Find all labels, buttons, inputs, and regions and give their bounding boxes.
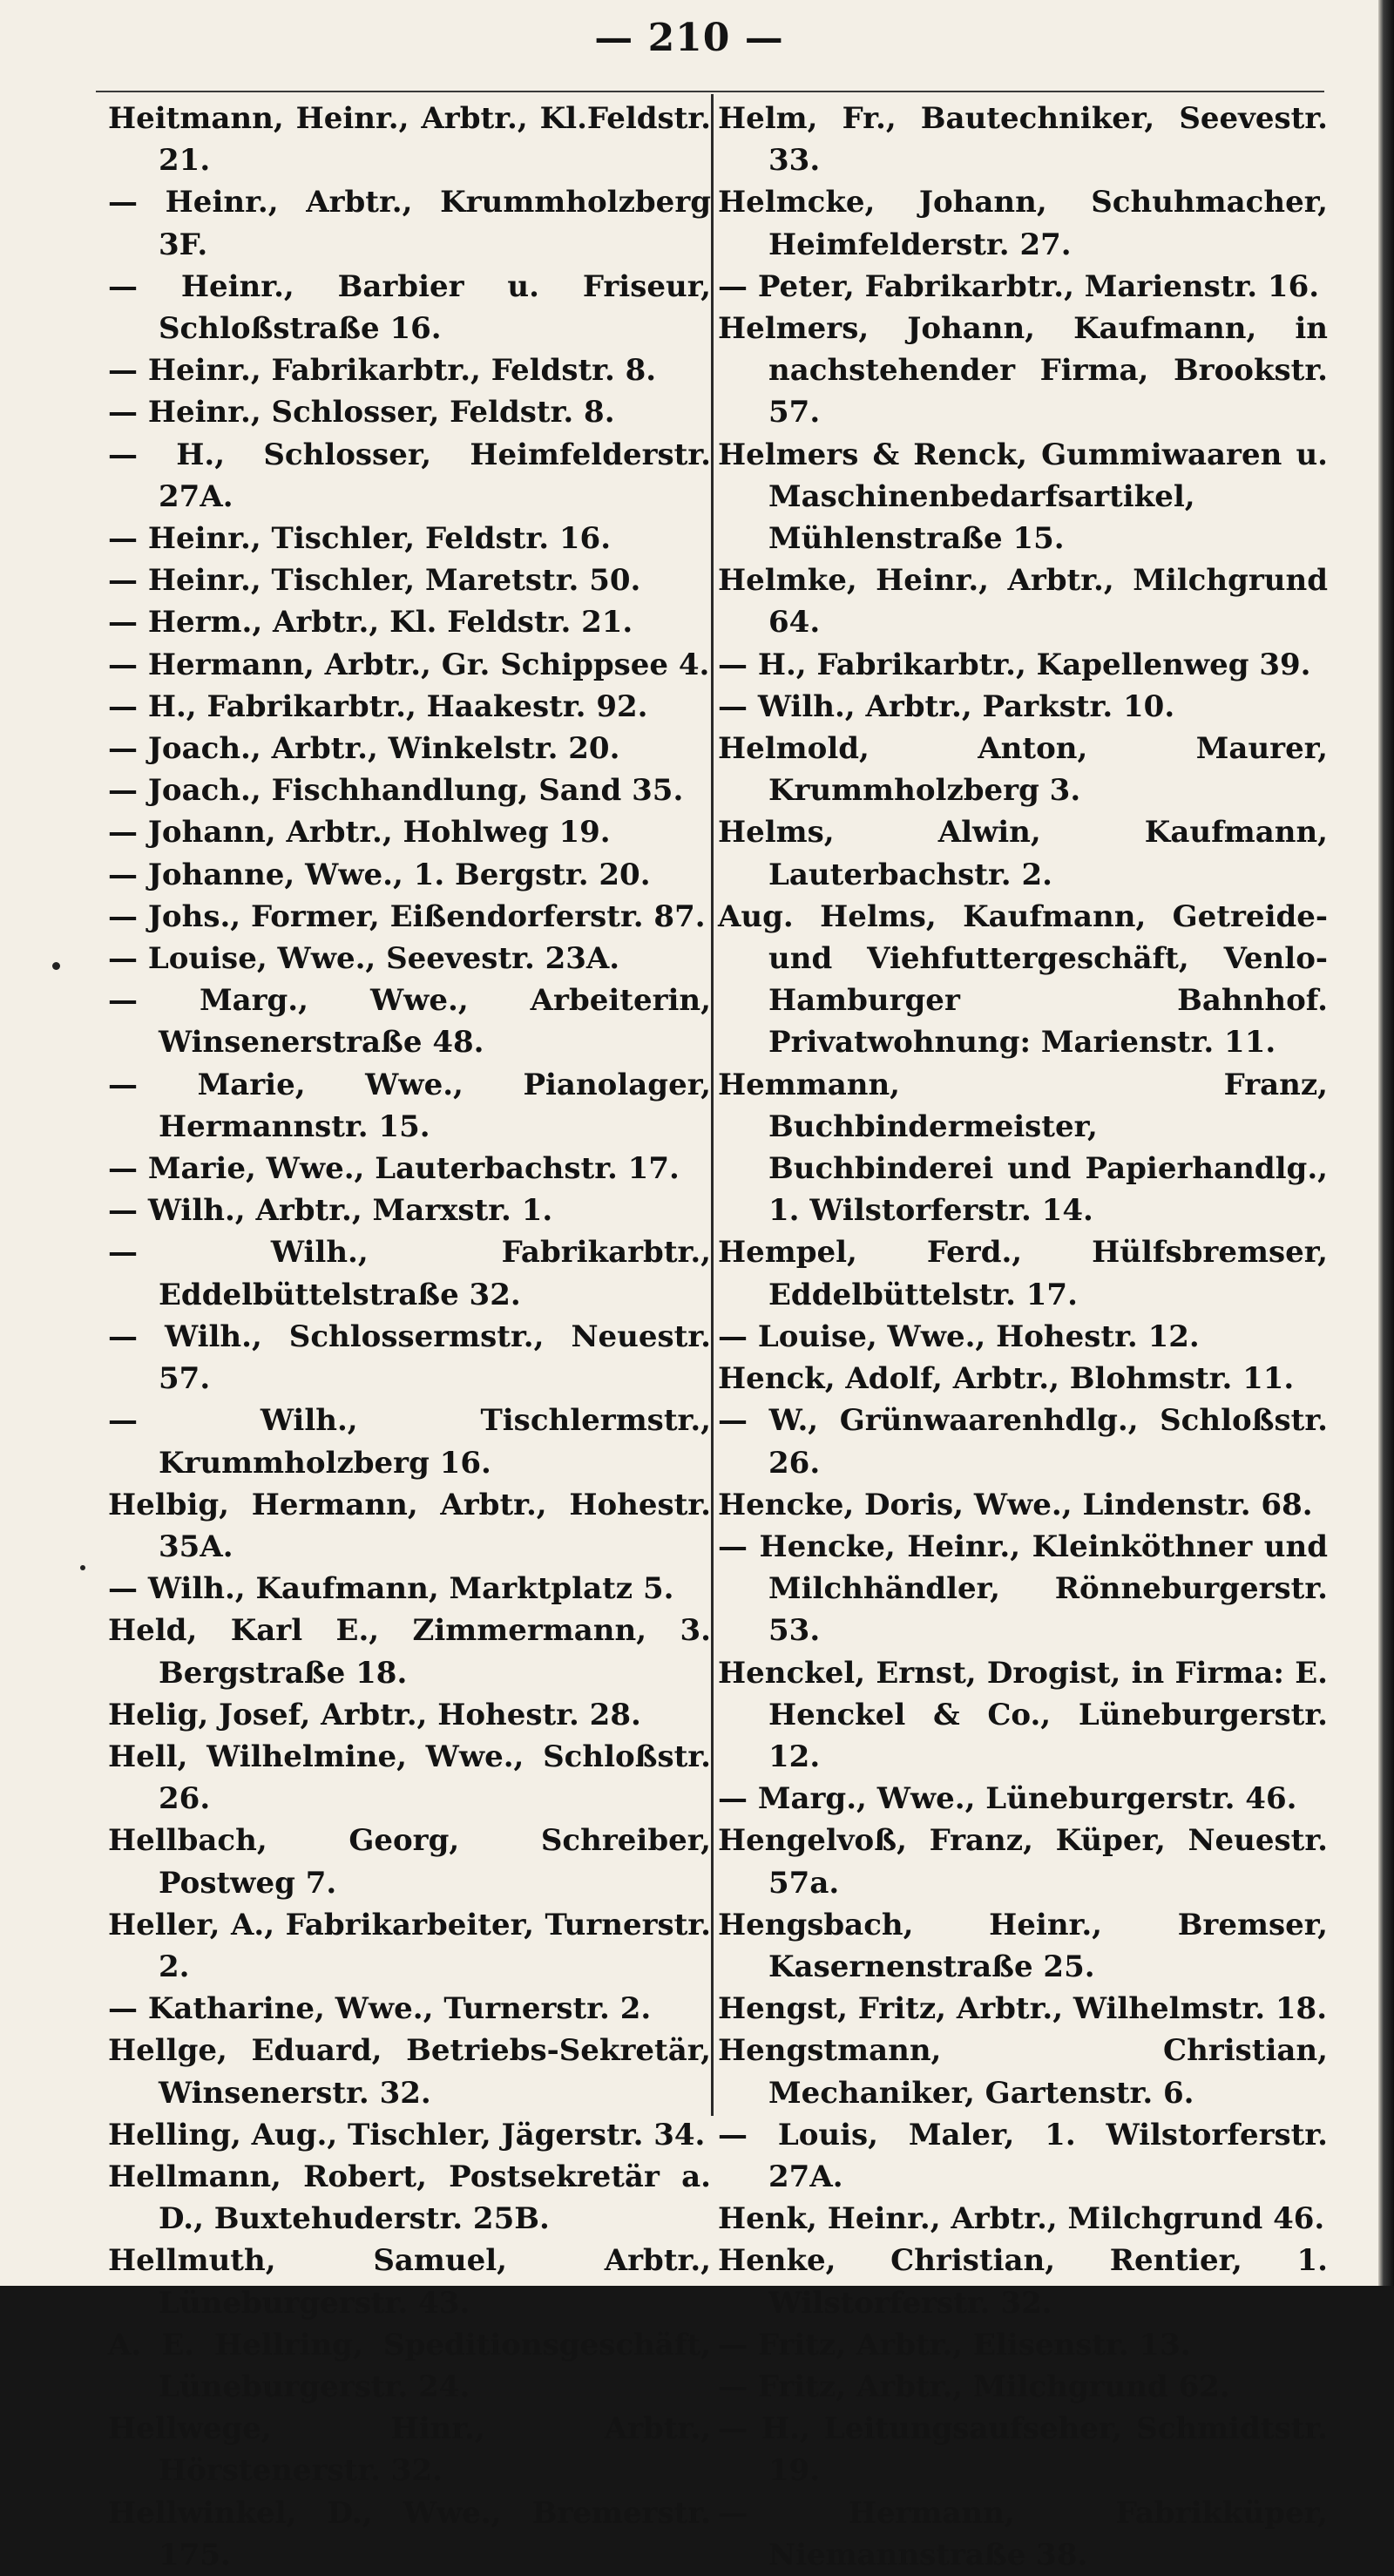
directory-entry: Helmers, Johann, Kaufmann, in nachstehender Firma, Brookstr. 57. xyxy=(718,311,1328,430)
directory-entry: Helmers & Renck, Gummiwaaren u. Maschinenbedarfsartikel, Mühlenstraße 15. xyxy=(718,437,1328,557)
directory-entry: Helmold, Anton, Maurer, Krummholzberg 3. xyxy=(718,731,1328,809)
directory-entry: — Wilh., Fabrikarbtr., Eddelbüttelstraße 32. xyxy=(108,1235,711,1312)
header-rule xyxy=(96,91,1324,92)
right-column xyxy=(718,98,1328,2576)
directory-entry: — H., Fabrikarbtr., Kapellenweg 39. xyxy=(718,647,1311,682)
directory-entry: — Heinr., Tischler, Feldstr. 16. xyxy=(108,521,612,557)
directory-entry: — Marg., Wwe., Lüneburgerstr. 46. xyxy=(718,1781,1297,1817)
directory-entry: Held, Karl E., Zimmermann, 3. Bergstraße 18. xyxy=(108,1613,711,1691)
directory-entry: — H., Fabrikarbtr., Haakestr. 92. xyxy=(108,688,648,724)
directory-entry: — Heinr., Barbier u. Friseur, Schloßstraße 16. xyxy=(108,268,711,347)
directory-entry: — Wilh., Kaufmann, Marktplatz 5. xyxy=(108,1571,674,1607)
directory-entry: Hellmann, Robert, Postsekretär a. D., Buxtehuderstr. 25B. xyxy=(108,2159,711,2237)
directory-entry: Helbig, Hermann, Arbtr., Hohestr. 35A. xyxy=(108,1487,711,1564)
directory-entry: — Joach., Fischhandlung, Sand 35. xyxy=(108,773,684,809)
directory-entry: — W., Grünwaarenhdlg., Schloßstr. 26. xyxy=(718,1403,1328,1481)
directory-entry: Heitmann, Heinr., Arbtr., Kl.Feldstr. 21. xyxy=(108,101,711,179)
directory-entry: — Johanne, Wwe., 1. Bergstr. 20. xyxy=(108,857,651,892)
directory-entry: — Marie, Wwe., Lauterbachstr. 17. xyxy=(108,1151,680,1187)
directory-entry: Hellge, Eduard, Betriebs-Sekretär, Winsenerstr. 32. xyxy=(108,2033,711,2111)
margin-mark xyxy=(52,962,60,970)
directory-entry: Hengelvoß, Franz, Küper, Neuestr. 57a. xyxy=(718,1823,1328,1901)
directory-entry: — Fritz, Arbtr., Elisenstr. 13. xyxy=(718,2327,1191,2362)
directory-entry: — H., Schlosser, Heimfelderstr. 27A. xyxy=(108,437,711,514)
directory-entry: — Heinr., Schlosser, Feldstr. 8. xyxy=(108,395,615,430)
directory-entry: Helig, Josef, Arbtr., Hohestr. 28. xyxy=(108,1697,641,1732)
directory-entry: — Johs., Former, Eißendorferstr. 87. xyxy=(108,898,706,934)
directory-entry: Henckel, Ernst, Drogist, in Firma: E. Henckel & Co., Lüneburgerstr. 12. xyxy=(718,1655,1328,1774)
directory-entry: — Fritz, Arbtr., Milchgrund 62. xyxy=(718,2369,1230,2404)
directory-entry: — Heinr., Fabrikarbtr., Feldstr. 8. xyxy=(108,353,657,389)
directory-entry: Hellmuth, Samuel, Arbtr., Lüneburgerstr. 43. xyxy=(108,2243,711,2321)
directory-entry: Hemmann, Franz, Buchbindermeister, Buchbinderei und Papierhandlg., 1. Wilstorferstr. 14. xyxy=(718,1067,1328,1229)
directory-entry: A. E. Hellring, Speditionsgeschäft, Lüneburgerstr. 24. xyxy=(108,2327,711,2404)
directory-entry: Hengstmann, Christian, Mechaniker, Gartenstr. 6. xyxy=(718,2033,1328,2111)
directory-entry: Aug. Helms, Kaufmann, Getreide- und Viehfuttergeschäft, Venlo-Hamburger Bahnhof. Privatwohnung: Marienstr. 11. xyxy=(718,898,1328,1061)
directory-entry: — Peter, Fabrikarbtr., Marienstr. 16. xyxy=(718,268,1320,304)
directory-entry: — Hermann, Arbtr., Gr. Schippsee 4. xyxy=(108,647,710,682)
column-divider xyxy=(711,94,714,2116)
directory-entry: — Johann, Arbtr., Hohlweg 19. xyxy=(108,815,611,851)
directory-entry: Hencke, Doris, Wwe., Lindenstr. 68. xyxy=(718,1487,1313,1522)
directory-entry: — Hermann, Fabrikküper, Niemannstraße 38. xyxy=(718,2495,1328,2573)
directory-entry: Hell, Wilhelmine, Wwe., Schloßstr. 26. xyxy=(108,1739,711,1817)
directory-entry: — Wilh., Schlossermstr., Neuestr. 57. xyxy=(108,1319,711,1397)
directory-entry: Heller, A., Fabrikarbeiter, Turnerstr. 2. xyxy=(108,1907,711,1984)
directory-entry: — Marie, Wwe., Pianolager, Hermannstr. 15. xyxy=(108,1067,711,1144)
directory-entry: — Hencke, Heinr., Kleinköthner und Milchhändler, Rönneburgerstr. 53. xyxy=(718,1529,1328,1649)
directory-entry: — Heinr., Arbtr., Krummholzberg 3F. xyxy=(108,185,711,262)
directory-entry: Hellbach, Georg, Schreiber, Postweg 7. xyxy=(108,1823,711,1901)
directory-entry: — Wilh., Arbtr., Parkstr. 10. xyxy=(718,688,1175,724)
directory-entry: Helms, Alwin, Kaufmann, Lauterbachstr. 2. xyxy=(718,815,1328,892)
directory-entry: — Heinr., Tischler, Maretstr. 50. xyxy=(108,563,641,599)
margin-mark xyxy=(80,1565,85,1570)
directory-entry: Hengsbach, Heinr., Bremser, Kasernenstraße 25. xyxy=(718,1907,1328,1984)
directory-entry: — Marg., Wwe., Arbeiterin, Winsenerstraße 48. xyxy=(108,983,711,1061)
page-number: — 210 — xyxy=(594,16,784,60)
directory-entry: Hellwege, Hinr., Arbtr., Hörstenerstr. 32. xyxy=(108,2411,711,2489)
directory-entry: Hellwinkel, D., Wwe., Bremerstr. 175. xyxy=(108,2495,711,2573)
directory-entry: — Herm., Arbtr., Kl. Feldstr. 21. xyxy=(108,605,633,641)
directory-entry: — Wilh., Arbtr., Marxstr. 1. xyxy=(108,1193,553,1229)
left-column xyxy=(108,98,711,2576)
directory-entry: — Louise, Wwe., Hohestr. 12. xyxy=(718,1319,1200,1354)
directory-entry: — Wilh., Tischlermstr., Krummholzberg 16. xyxy=(108,1403,711,1481)
directory-entry: — Katharine, Wwe., Turnerstr. 2. xyxy=(108,1991,652,2027)
directory-entry: Helling, Aug., Tischler, Jägerstr. 34. xyxy=(108,2117,706,2152)
directory-entry: — Louise, Wwe., Seevestr. 23A. xyxy=(108,941,620,977)
directory-entry: — Joach., Arbtr., Winkelstr. 20. xyxy=(108,731,620,767)
directory-entry: Henck, Adolf, Arbtr., Blohmstr. 11. xyxy=(718,1361,1295,1397)
directory-entry: Henk, Heinr., Arbtr., Milchgrund 46. xyxy=(718,2201,1325,2237)
directory-entry: Helmke, Heinr., Arbtr., Milchgrund 64. xyxy=(718,563,1328,641)
directory-entry: Helmcke, Johann, Schuhmacher, Heimfelderstr. 27. xyxy=(718,185,1328,262)
directory-entry: Hengst, Fritz, Arbtr., Wilhelmstr. 18. xyxy=(718,1991,1328,2027)
directory-entry: — Louis, Maler, 1. Wilstorferstr. 27A. xyxy=(718,2117,1328,2194)
page-edge xyxy=(1378,0,1394,2286)
directory-entry: Henke, Christian, Rentier, 1. Wilstorferstr. 32. xyxy=(718,2243,1328,2321)
directory-entry: Helm, Fr., Bautechniker, Seevestr. 33. xyxy=(718,101,1328,179)
directory-entry: Hempel, Ferd., Hülfsbremser, Eddelbüttelstr. 17. xyxy=(718,1235,1328,1312)
directory-entry: — H., Leitungsaufseher, Schmidtstr. 19. xyxy=(718,2411,1328,2489)
